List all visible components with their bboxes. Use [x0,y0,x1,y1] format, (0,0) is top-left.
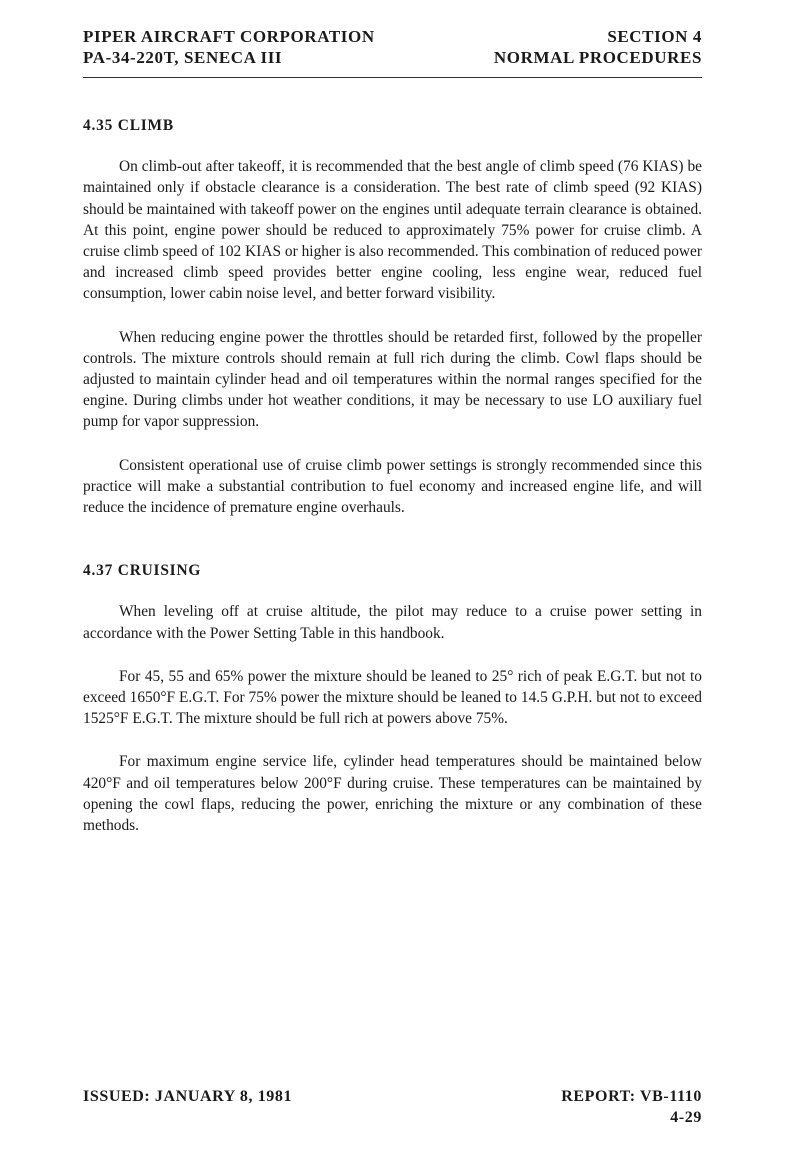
climb-paragraph-1: On climb-out after takeoff, it is recommended that the best angle of climb speed (76 KIAS) be maintained only if obstacle clearance is a consideration. The best rate of climb speed (92 KIAS) should be maintained with takeoff power on the engines until adequate terrain clearance is obtained. At this point, engine power should be reduced to approximately 75% power for cruise climb. A cruise climb speed of 102 KIAS or higher is also recommended. This combination of reduced power and increased climb speed provides better engine cooling, less engine wear, reduced fuel consumption, lower cabin noise level, and better forward visibility. [83,158,702,303]
section-heading-cruising: 4.37 CRUISING [83,562,202,580]
section-spacer [83,540,702,560]
page-body [83,115,702,858]
cruising-paragraph-2: For 45, 55 and 65% power the mixture should be leaned to 25° rich of peak E.G.T. but not to exceed 1650°F E.G.T. For 75% power the mixture should be leaned to 14.5 G.P.H. but not to exceed 1525°F E.G.T. The mixture should be full rich at powers above 75%. [83,667,702,728]
climb-paragraph-3: Consistent operational use of cruise climb power settings is strongly recommended since this practice will make a substantial contribution to fuel economy and increased engine life, and will reduce the incidence of premature engine overhauls. [83,456,702,517]
header-divider [83,77,702,78]
header-right [494,26,702,68]
cruising-paragraph-3: For maximum engine service life, cylinder head temperatures should be maintained below 420°F and oil temperatures below 200°F during cruise. These temperatures can be maintained by opening the cowl flaps, reducing the power, enriching the mixture or any combination of these methods. [83,753,702,835]
report-number: REPORT: VB-1110 [561,1088,702,1105]
climb-paragraph-2: When reducing engine power the throttles should be retarded first, followed by the propeller controls. The mixture controls should remain at full rich during the climb. Cowl flaps should be adjusted to maintain cylinder head and oil temperatures within the normal ranges specified for the engine. During climbs under hot weather conditions, it may be necessary to use LO auxiliary fuel pump for vapor suppression. [83,328,702,431]
aircraft-model: PA-34-220T, SENECA III [83,48,283,67]
cruising-paragraph-1: When leveling off at cruise altitude, the pilot may reduce to a cruise power setting in accordance with the Power Setting Table in this handbook. [83,603,702,642]
footer-right [561,1086,702,1128]
section-name: NORMAL PROCEDURES [493,48,702,67]
company-name: PIPER AIRCRAFT CORPORATION [83,27,375,46]
section-number: SECTION 4 [607,27,702,46]
header-left [83,26,375,68]
page-number: 4-29 [670,1109,702,1126]
issued-date: ISSUED: JANUARY 8, 1981 [83,1088,293,1105]
section-heading-climb: 4.35 CLIMB [83,117,174,134]
